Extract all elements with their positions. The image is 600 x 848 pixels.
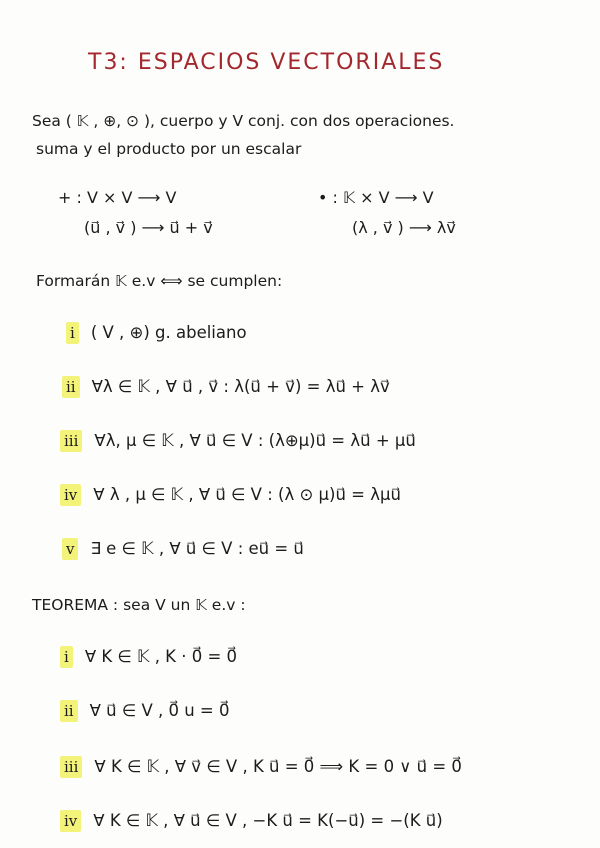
product-mapping: (λ , v⃗ ) ⟶ λv⃗ <box>352 218 456 237</box>
theorem-row <box>60 810 443 832</box>
property-row <box>60 430 416 452</box>
property-text: ∀λ, μ ∈ 𝕂 , ∀ u⃗ ∈ V : (λ⊕μ)u⃗ = λu⃗ + μu⃗ <box>94 431 416 450</box>
property-text: ∀λ ∈ 𝕂 , ∀ u⃗ , v⃗ : λ(u⃗ + v⃗) = λu⃗ + λv⃗ <box>91 377 390 396</box>
theorem-label: iii <box>60 756 82 778</box>
theorem-label: i <box>60 646 73 668</box>
theorem-label: iv <box>60 810 81 832</box>
property-row <box>66 322 247 344</box>
theorem-row <box>60 700 230 722</box>
property-label: iv <box>60 484 81 506</box>
property-row <box>62 538 304 560</box>
intro-line-2: suma y el producto por un escalar <box>36 140 302 158</box>
theorem-text: ∀ K ∈ 𝕂 , K · 0⃗ = 0⃗ <box>84 647 238 666</box>
property-label: i <box>66 322 79 344</box>
condition-header: Formarán 𝕂 e.v ⟺ se cumplen: <box>36 272 283 290</box>
property-text: ( V , ⊕) g. abeliano <box>90 323 247 342</box>
theorem-text: ∀ K ∈ 𝕂 , ∀ u⃗ ∈ V , −K u⃗ = K(−u⃗) = −(K u⃗) <box>93 811 443 830</box>
sum-definition: + : V × V ⟶ V <box>58 188 177 207</box>
theorem-label: ii <box>60 700 78 722</box>
sum-mapping: (u⃗ , v⃗ ) ⟶ u⃗ + v⃗ <box>84 218 213 237</box>
property-text: ∃ e ∈ 𝕂 , ∀ u⃗ ∈ V : eu⃗ = u⃗ <box>90 539 304 558</box>
theorem-header: TEOREMA : sea V un 𝕂 e.v : <box>32 596 246 614</box>
property-text: ∀ λ , μ ∈ 𝕂 , ∀ u⃗ ∈ V : (λ ⊙ μ)u⃗ = λμu⃗ <box>93 485 401 504</box>
intro-line-1: Sea ( 𝕂 , ⊕, ⊙ ), cuerpo y V conj. con dos operaciones. <box>32 112 455 130</box>
property-row <box>60 484 401 506</box>
property-row <box>62 376 390 398</box>
theorem-row <box>60 646 237 668</box>
theorem-text: ∀ u⃗ ∈ V , 0⃗ u = 0⃗ <box>89 701 230 720</box>
page-title: T3: ESPACIOS VECTORIALES <box>88 50 445 75</box>
product-definition: • : 𝕂 × V ⟶ V <box>318 188 434 207</box>
theorem-row <box>60 756 462 778</box>
property-label: iii <box>60 430 82 452</box>
property-label: v <box>62 538 78 560</box>
property-label: ii <box>62 376 80 398</box>
theorem-text: ∀ K ∈ 𝕂 , ∀ v⃗ ∈ V , K u⃗ = 0⃗ ⟹ K = 0 ∨ u⃗ = 0⃗ <box>94 757 462 776</box>
